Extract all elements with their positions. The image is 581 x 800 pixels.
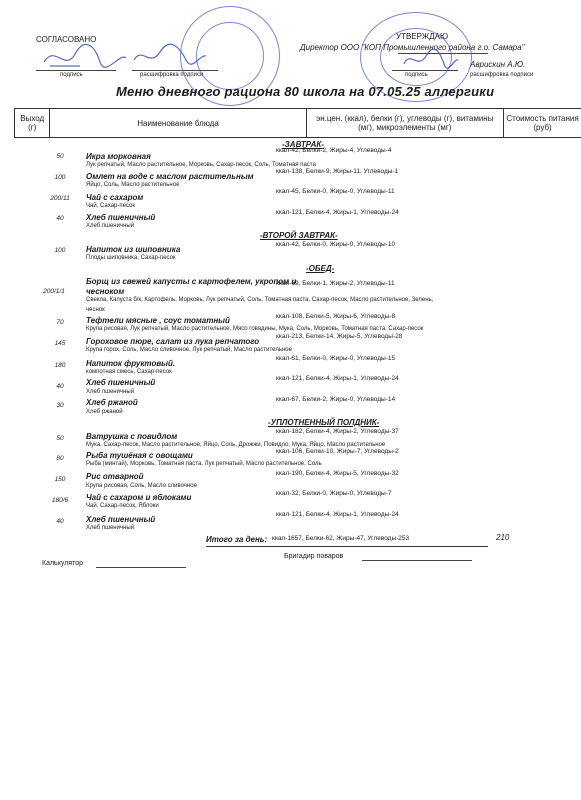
item-output: 40 bbox=[56, 518, 64, 525]
item-output: 100 bbox=[54, 247, 66, 254]
col-cost-header: Стоимость питания (руб) bbox=[504, 109, 581, 138]
right-signature-graphic bbox=[400, 48, 460, 72]
item-ingredients: Мука, Сахар-песок, Масло растительное, Яйцо, Соль, Дрожжи, Повидло, Мука, Яйцо, Масло растительное bbox=[86, 442, 386, 448]
item-name-line1: Борщ из свежей капусты с картофелем, укропом и bbox=[86, 277, 297, 286]
col-output-header: Выход (г) bbox=[15, 109, 50, 138]
item-ingredients: Хлеб ржаной bbox=[86, 409, 123, 415]
approval-right-position: Директор ООО "КОП Промышленного района г.о. Самара" bbox=[300, 43, 525, 52]
item-output: 40 bbox=[56, 215, 64, 222]
item-ingredients: компотная смесь, Сахар-песок bbox=[86, 369, 172, 375]
item-ingredients: Рыба (минтай), Морковь, Томатная паста, Лук репчатый, Масло растительное, Соль bbox=[86, 461, 322, 467]
section-title-snack: -УПЛОТНЕННЫЙ ПОЛДНИК- bbox=[268, 418, 380, 427]
item-name: Хлеб пшеничный bbox=[86, 213, 156, 222]
approval-left-heading: СОГЛАСОВАНО bbox=[36, 35, 97, 44]
item-output: 30 bbox=[56, 402, 64, 409]
item-name: Тефтели мясные , соус томатный bbox=[86, 316, 230, 325]
item-output: 180 bbox=[54, 362, 66, 369]
item-ingredients: Лук репчатый, Масло растительное, Морковь, Сахар-песок, Соль, Томатная паста bbox=[86, 162, 316, 168]
item-nutrition: ккал-45, Белки-0, Жиры-0, Углеводы-11 bbox=[276, 188, 395, 195]
item-output: 200/1/1 bbox=[43, 288, 65, 295]
item-name: Напиток из шиповника bbox=[86, 245, 181, 254]
right-caption-decode: расшифровка подписи bbox=[470, 72, 534, 78]
item-ingredients: Крупа рисовая, Лук репчатый, Масло растительное, Мясо говядины, Мука, Соль, Морковь, Томатная паста, Сахар-песок bbox=[86, 326, 424, 332]
item-name: Напиток фруктовый. bbox=[86, 359, 176, 368]
item-output: 70 bbox=[56, 319, 64, 326]
item-ingredients: Крупа горох, Соль, Масло сливочное, Лук репчатый, Масло растительное bbox=[86, 347, 292, 353]
item-ingredients: Плоды шиповника, Сахар-песок bbox=[86, 255, 176, 261]
left-caption-decode: расшифровка подписи bbox=[140, 72, 204, 78]
item-name: Гороховое пюре, салат из лука репчатого bbox=[86, 337, 260, 346]
col-name-header: Наименование блюда bbox=[50, 109, 306, 138]
left-signature-graphic bbox=[40, 42, 130, 72]
item-name: Чай с сахаром и яблоками bbox=[86, 493, 192, 502]
approval-right-heading: УТВЕРЖДАЮ bbox=[396, 32, 449, 41]
item-output: 150 bbox=[54, 476, 66, 483]
item-output: 80 bbox=[56, 455, 64, 462]
item-ingredients: Чай, Сахар-песок, Яблоки bbox=[86, 503, 159, 509]
item-output: 50 bbox=[56, 435, 64, 442]
menu-table-header bbox=[14, 108, 581, 138]
totals-nutrition: ккал-1657, Белки-62, Жиры-47, Углеводы-253 bbox=[272, 535, 410, 542]
item-name: Чай с сахаром bbox=[86, 193, 144, 202]
right-caption-sign: подпись bbox=[405, 72, 428, 78]
page-title: Меню дневного рациона 80 школа на 07.05.25 аллергики bbox=[116, 84, 495, 99]
item-output: 145 bbox=[54, 340, 66, 347]
item-nutrition: ккал-121, Белки-4, Жиры-1, Углеводы-24 bbox=[276, 375, 399, 382]
item-nutrition: ккал-108, Белки-5, Жиры-6, Углеводы-8 bbox=[276, 313, 396, 320]
item-name: Рыба тушёная с овощами bbox=[86, 451, 193, 460]
item-nutrition: ккал-190, Белки-4, Жиры-5, Углеводы-32 bbox=[276, 470, 399, 477]
item-nutrition: ккал-138, Белки-9, Жиры-11, Углеводы-1 bbox=[276, 168, 399, 175]
item-name: Хлеб пшеничный bbox=[86, 515, 156, 524]
left-caption-sign: подпись bbox=[60, 72, 83, 78]
calculator-line bbox=[96, 567, 186, 568]
totals-cost: 210 bbox=[496, 533, 510, 542]
item-ingredients: Хлеб пшеничный bbox=[86, 389, 135, 395]
totals-underline bbox=[206, 546, 488, 547]
item-output: 40 bbox=[56, 383, 64, 390]
item-output: 50 bbox=[56, 153, 64, 160]
item-ingredients-line2: чеснок bbox=[86, 307, 105, 313]
item-nutrition: ккал-106, Белки-10, Жиры-7, Углеводы-2 bbox=[276, 448, 399, 455]
calculator-label: Калькулятор bbox=[42, 560, 83, 567]
item-ingredients: Хлеб пшеничный bbox=[86, 525, 135, 531]
section-title-second-breakfast: -ВТОРОЙ ЗАВТРАК- bbox=[260, 231, 338, 240]
item-output: 180/6 bbox=[51, 497, 69, 504]
totals-label: Итого за день: bbox=[206, 535, 268, 544]
item-name: Омлет на воде с маслом растительным bbox=[86, 172, 254, 181]
item-name: Икра морковная bbox=[86, 152, 151, 161]
item-ingredients: Крупа рисовая, Соль, Масло сливочное bbox=[86, 483, 197, 489]
item-name-line2: чесноком bbox=[86, 287, 125, 296]
item-nutrition: ккал-32, Белки-0, Жиры-0, Углеводы-7 bbox=[276, 490, 392, 497]
round-stamp-left-inner bbox=[196, 22, 264, 90]
item-nutrition: ккал-42, Белки-0, Жиры-0, Углеводы-10 bbox=[276, 241, 396, 248]
item-name: Хлеб пшеничный bbox=[86, 378, 156, 387]
col-nutrition-header: эн.цен. (ккал), белки (г), углеводы (г), витамины (мг), микроэлементы (мг) bbox=[306, 109, 503, 138]
item-nutrition: ккал-213, Белки-14, Жиры-5, Углеводы-28 bbox=[276, 333, 403, 340]
item-ingredients: Чай, Сахар-песок bbox=[86, 203, 135, 209]
item-output: 100 bbox=[54, 174, 66, 181]
brigadier-line bbox=[362, 560, 472, 561]
item-name: Ватрушка с повидлом bbox=[86, 432, 178, 441]
brigadier-label: Бригадир поваров bbox=[284, 553, 344, 560]
item-ingredients: Яйцо, Соль, Масло растительное bbox=[86, 182, 180, 188]
item-name: Хлеб ржаной bbox=[86, 398, 138, 407]
item-nutrition: ккал-61, Белки-0, Жиры-0, Углеводы-15 bbox=[276, 355, 396, 362]
item-nutrition: ккал-67, Белки-2, Жиры-0, Углеводы-14 bbox=[276, 396, 396, 403]
approval-right-name: Аврискин А.Ю. bbox=[470, 60, 526, 69]
item-name: Рис отварной bbox=[86, 472, 144, 481]
item-output: 200/11 bbox=[50, 195, 70, 202]
section-title-breakfast: -ЗАВТРАК- bbox=[282, 140, 324, 149]
item-nutrition: ккал-69, Белки-1, Жиры-2, Углеводы-11 bbox=[276, 280, 395, 287]
item-nutrition: ккал-121, Белки-4, Жиры-1, Углеводы-24 bbox=[276, 511, 399, 518]
item-ingredients: Свекла, Капуста б/к, Картофель, Морковь, Лук репчатый, Соль, Томатная паста, Сахар-песок, Масло растительное, Зелень, bbox=[86, 297, 434, 303]
item-nutrition: ккал-182, Белки-4, Жиры-2, Углеводы-37 bbox=[276, 428, 399, 435]
item-nutrition: ккал-42, Белки-2, Жиры-4, Углеводы-4 bbox=[276, 147, 392, 154]
item-nutrition: ккал-121, Белки-4, Жиры-1, Углеводы-24 bbox=[276, 209, 399, 216]
item-ingredients: Хлеб пшеничный bbox=[86, 223, 135, 229]
section-title-lunch: -ОБЕД- bbox=[306, 264, 335, 273]
